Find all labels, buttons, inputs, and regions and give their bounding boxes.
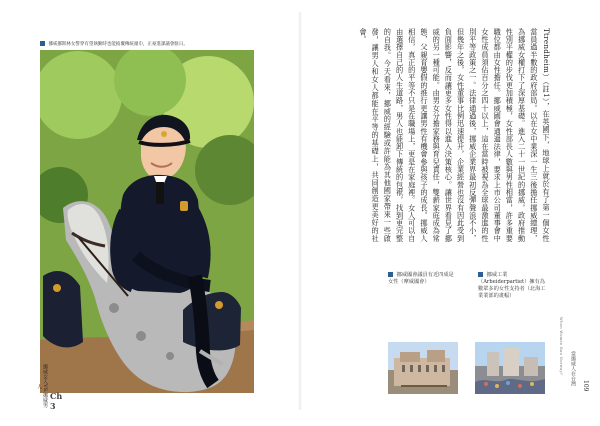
body-text-column	[316, 28, 552, 242]
policewoman-on-horse-illustration	[40, 50, 254, 393]
photo-caption-one	[388, 272, 456, 286]
small-photo-captions	[388, 272, 548, 342]
parliament-photo	[388, 342, 458, 394]
photo-caption-two	[478, 272, 546, 300]
right-page-number: 109	[582, 380, 589, 392]
policewoman-on-horse-photo	[40, 50, 254, 393]
parliament-building-illustration	[388, 342, 458, 394]
left-page-number: Ch 3	[50, 391, 63, 411]
caption-marker-icon	[388, 272, 393, 277]
caption-marker-icon	[40, 41, 45, 46]
rally-photo	[475, 342, 545, 394]
chapter-footer: 挪威女人VS.挪威男人	[36, 364, 48, 408]
photo-caption-text: 挪威挪斯林女警穿有望執勤時也能披覆傳統頭巾，正豪進課議會駐日。	[48, 42, 188, 47]
rally-crowd-illustration	[475, 342, 545, 394]
body-text: Ttrendheim）（註1），在英國下，地球上就於有了第一個女性當員過半數的政府部局。以在女中業深一生三後擔任挪威總理，為挪威女權打下了深厚基礎。進入二十一世紀的挪威，政府推動性別平權的步伐更加積極，女性部長人數與男性相當，許多重要職位都由女性擔任。挪威國會通過法律，要求上市公司董事會中女性成員須佔百分之四十以上，這在當時被視為全球最激進的性別平等政策之一。法律通過後，挪威企業界最初反彈聲浪不小，但幾年之後，女性董事比例迅速提升，企業經營也沒有因此受到負面影響，反而讓更多女性得以進入決策核心。讓世界看見了挪威的另一種可能。由男女分擔家務與育兒責任，雙薪家庭成為常態，父親育嬰假的推行更讓男性有機會參與孩子的成長。挪威人相信，真正的平等不只是在職場上，更是在家庭裡。女人可以自由選擇自己的人生道路，男人也能卸下傳統的包袱，找到更完整的自我。今天看來，挪威的經驗或許能為其他國家帶來一些啟發，讓男人和女人都能在平等的基礎上，共同創造更美好的社會。	[358, 28, 551, 242]
left-page	[36, 12, 298, 410]
caption-marker-icon	[478, 272, 483, 277]
photo-caption-one-text: 挪威國會議員有近四成是女性（摩威國會）	[388, 272, 454, 285]
series-title: When Women Run Norway?	[559, 316, 564, 376]
photo-caption	[40, 41, 280, 48]
photo-caption-two-text: 挪威工業（Arbeiderpartiet）擁有為數眾多的女性支持者（北海工業業部的畫幅）	[478, 272, 546, 299]
right-footer-title: 當挪威人在台灣	[570, 350, 576, 386]
right-page	[302, 12, 589, 410]
